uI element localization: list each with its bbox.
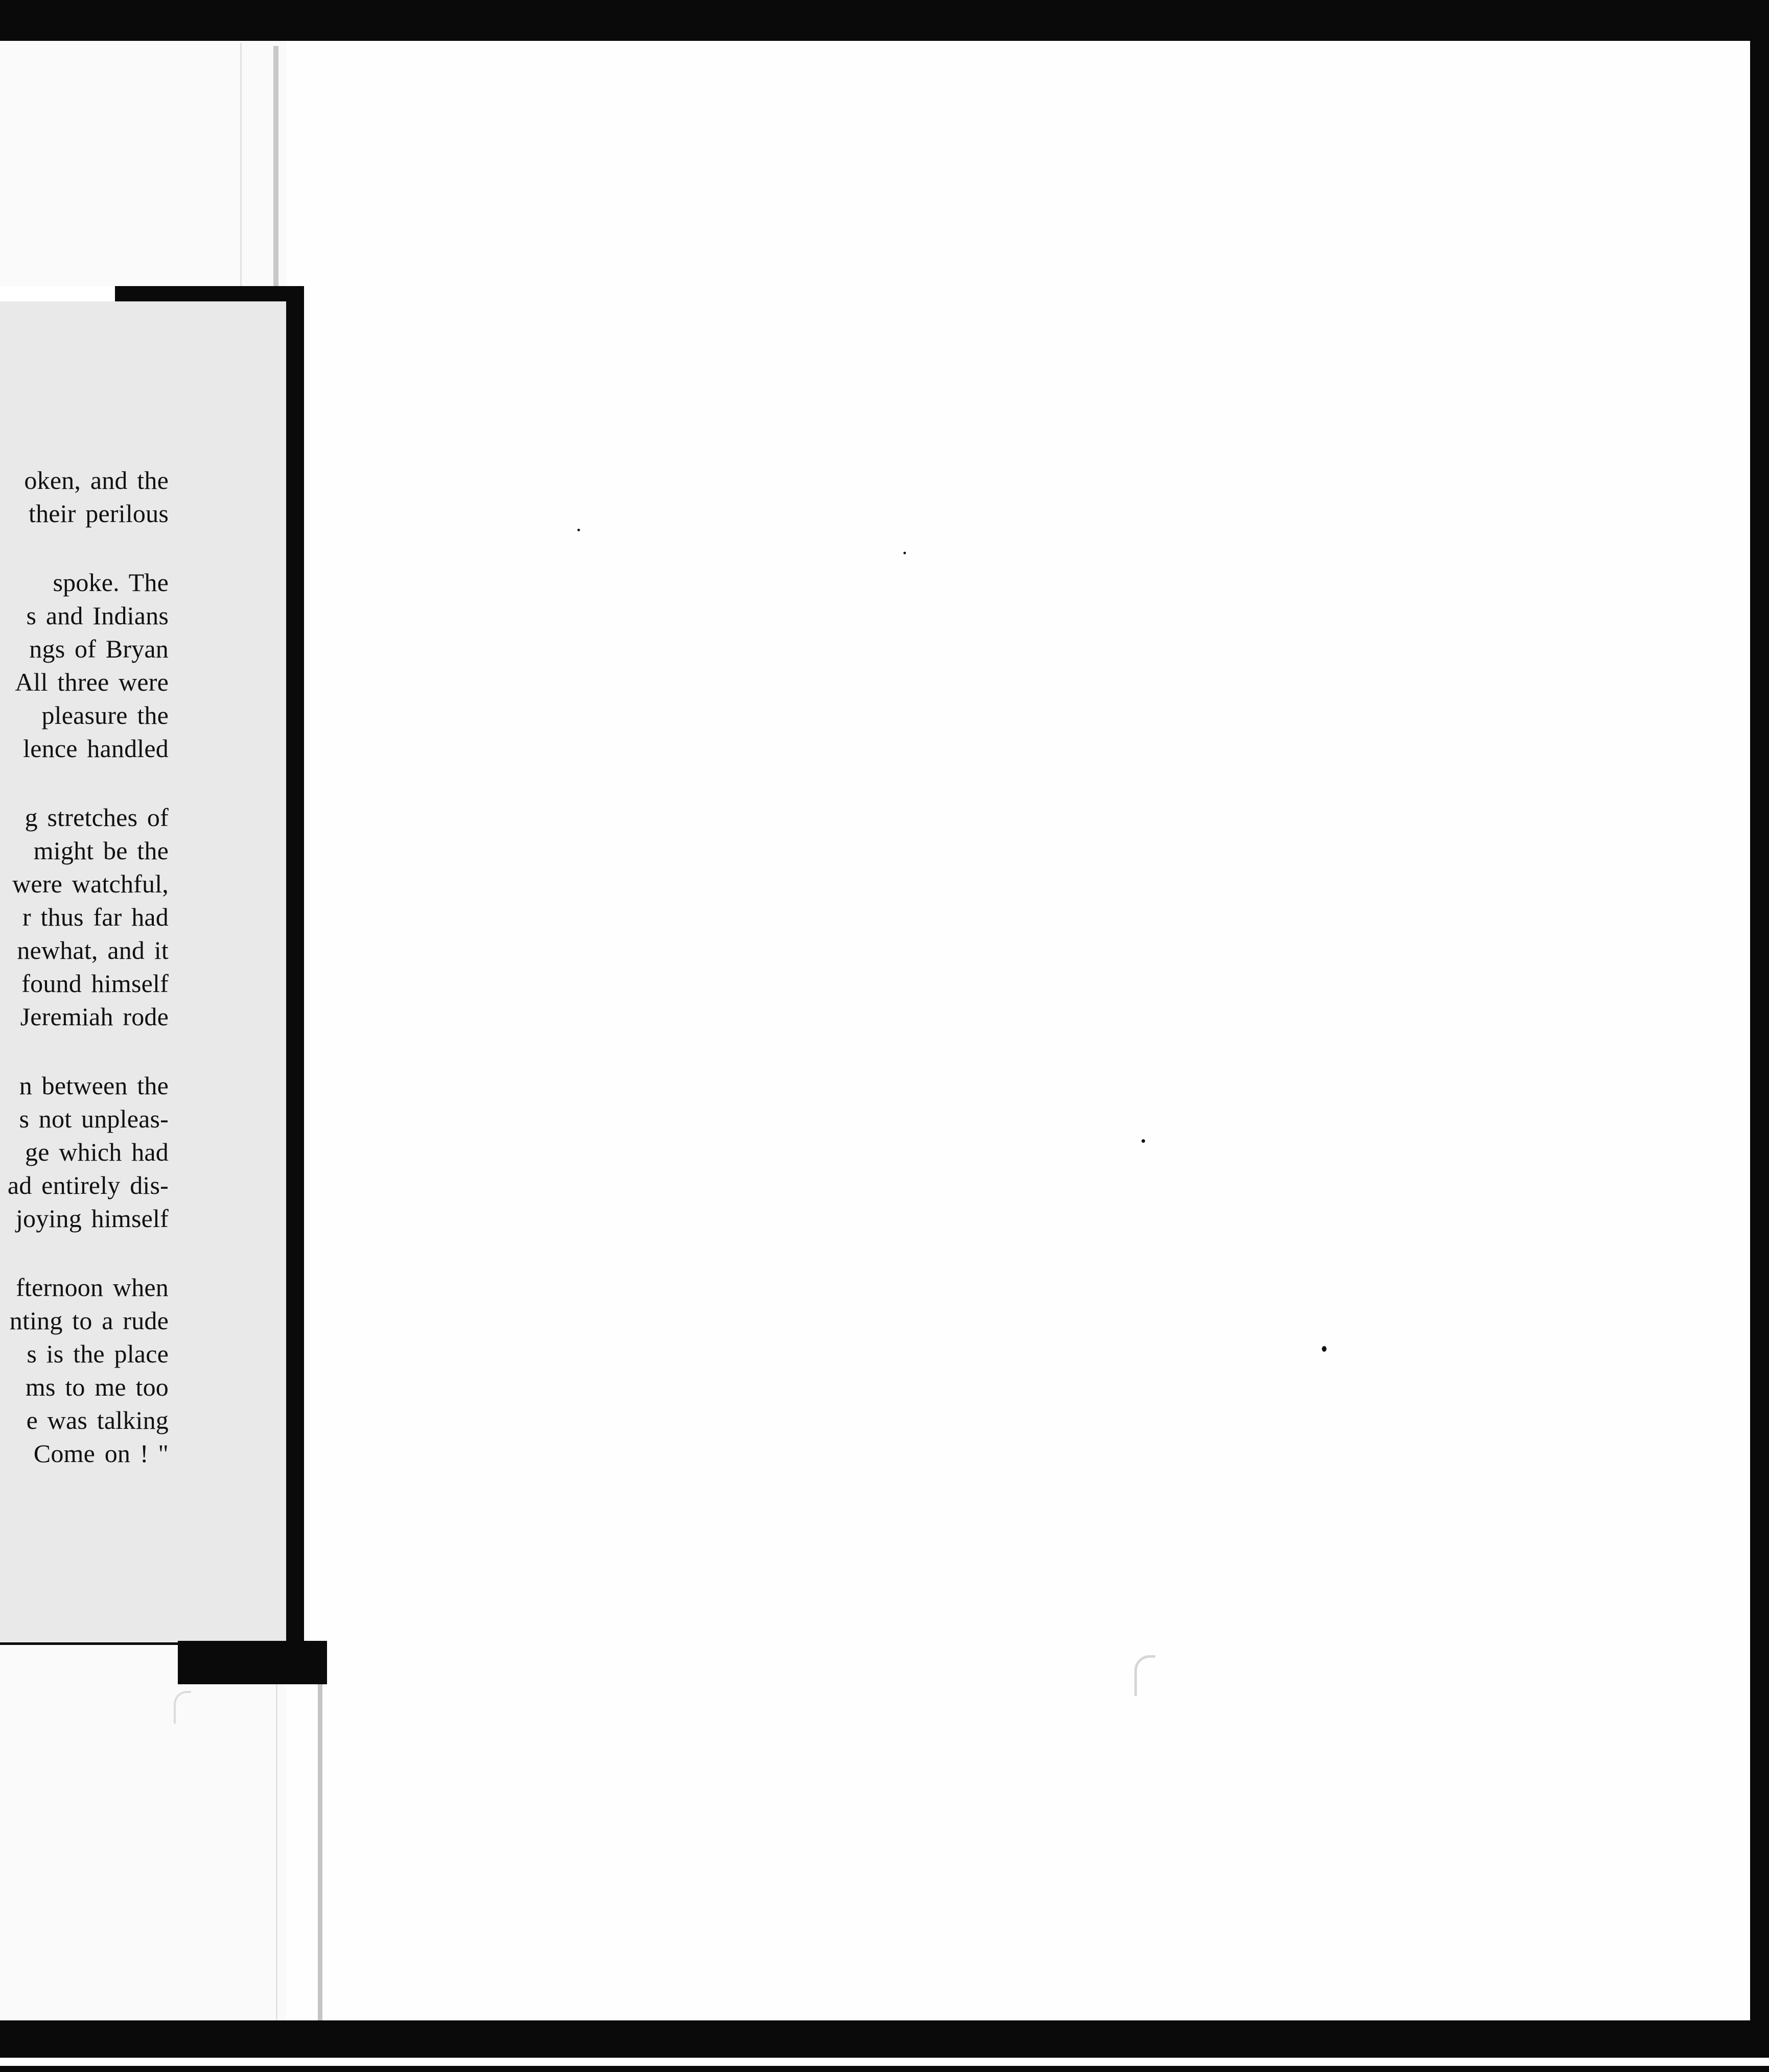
text-line: joying himself (15, 1204, 169, 1233)
text-line: oken, and the (24, 466, 169, 495)
page-edge-line (276, 1660, 277, 2020)
text-line: newhat, and it (17, 936, 169, 964)
dust-speck (1322, 1346, 1326, 1352)
text-line: r thus far had (22, 903, 169, 931)
dust-speck (903, 552, 906, 554)
text-line: nting to a rude (9, 1306, 169, 1335)
film-border-right (1750, 0, 1769, 2072)
film-border-top (0, 0, 1769, 41)
text-line: All three were (15, 668, 169, 696)
text-line: e was talking (26, 1406, 169, 1434)
text-line: fternoon when (16, 1273, 169, 1302)
film-border-stripe (0, 2058, 1769, 2066)
text-line: their perilous (28, 499, 169, 528)
inset-text-page (0, 301, 286, 1642)
text-line: s and Indians (26, 601, 169, 630)
text-line: ngs of Bryan (29, 634, 169, 663)
scan-artifact (1134, 1655, 1155, 1696)
text-line: n between the (19, 1071, 169, 1100)
binding-fold-line (318, 1660, 322, 2020)
text-line: Jeremiah rode (20, 1002, 169, 1031)
text-line: found himself (21, 969, 169, 998)
text-line: g stretches of (25, 803, 169, 832)
dust-speck (1142, 1139, 1145, 1143)
text-line: pleasure the (41, 701, 169, 729)
binding-fold-line (273, 46, 278, 286)
text-line: ge which had (25, 1138, 169, 1166)
page-edge-line (240, 43, 242, 288)
inset-top-gap (0, 286, 115, 301)
text-line: spoke. The (53, 568, 169, 597)
blank-right-page (286, 43, 1749, 2020)
text-line: might be the (33, 836, 169, 865)
text-line: s is the place (27, 1339, 169, 1368)
text-line: were watchful, (12, 869, 169, 898)
text-line: lence handled (23, 734, 169, 763)
scan-artifact (174, 1691, 191, 1724)
text-line: s not unpleas- (19, 1104, 169, 1133)
black-tab-block (178, 1641, 327, 1684)
text-line: ms to me too (25, 1373, 169, 1401)
text-line: ad entirely dis- (7, 1171, 169, 1199)
text-line: Come on ! " (33, 1439, 169, 1468)
dust-speck (577, 529, 580, 531)
